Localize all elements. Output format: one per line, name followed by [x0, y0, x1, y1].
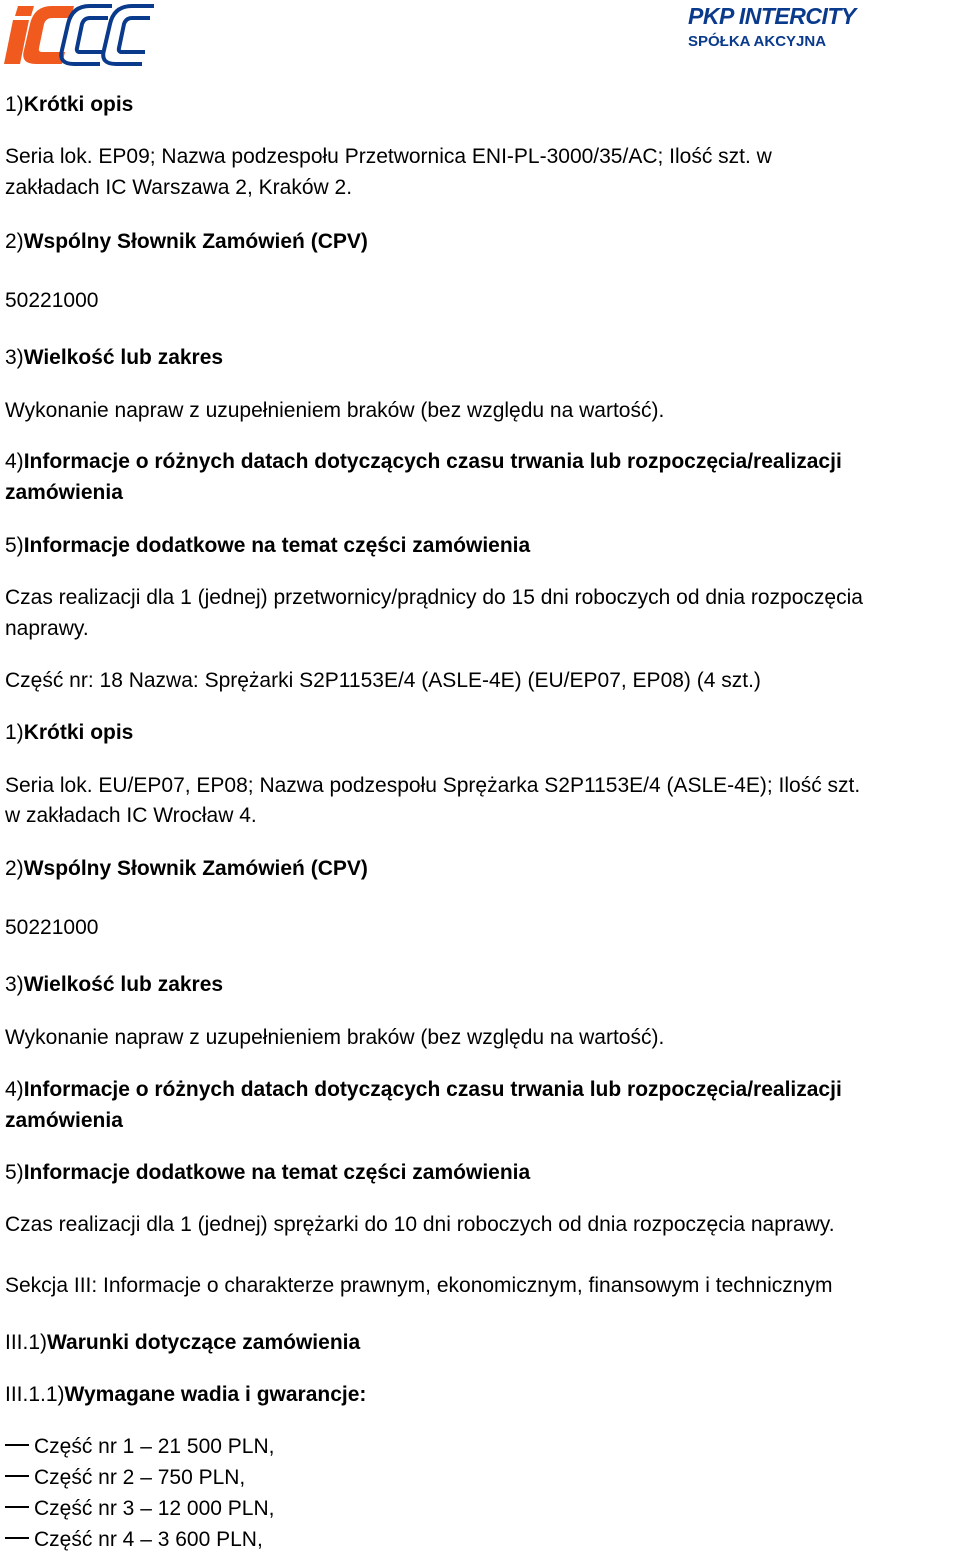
- deposit-item: Część nr 1 – 21 500 PLN,: [0, 1431, 274, 1462]
- deposit-item: Część nr 4 – 3 600 PLN,: [0, 1524, 263, 1555]
- p17-dates-heading-line1: 4)Informacje o różnych datach dotyczących czasu trwania lub rozpoczęcia/realizacji: [5, 450, 842, 473]
- p18-scope-value: Wykonanie napraw z uzupełnieniem braków (bez względu na wartość).: [5, 1026, 665, 1049]
- company-name: PKP INTERCITY: [688, 3, 856, 29]
- p18-short-desc-heading: 1)Krótki opis: [5, 721, 134, 744]
- p17-cpv-value: 50221000: [5, 289, 99, 312]
- p17-scope-value: Wykonanie napraw z uzupełnieniem braków (bez względu na wartość).: [5, 399, 665, 422]
- p17-short-desc-heading: 1)Krótki opis: [5, 93, 134, 116]
- section3-heading: Sekcja III: Informacje o charakterze prawnym, ekonomicznym, finansowym i technicznym: [5, 1274, 833, 1297]
- company-subtitle: SPÓŁKA AKCYJNA: [688, 33, 827, 50]
- p17-cpv-heading: 2)Wspólny Słownik Zamówień (CPV): [5, 230, 368, 253]
- p18-scope-heading: 3)Wielkość lub zakres: [5, 973, 224, 996]
- p18-heading: Część nr: 18 Nazwa: Sprężarki S2P1153E/4 (ASLE-4E) (EU/EP07, EP08) (4 szt.): [5, 669, 761, 692]
- deposit-item: Część nr 3 – 12 000 PLN,: [0, 1493, 274, 1524]
- section3-sub2-heading: III.1.1)Wymagane wadia i gwarancje:: [5, 1383, 367, 1406]
- p17-additional-line2: naprawy.: [5, 617, 89, 640]
- p18-additional-line1: Czas realizacji dla 1 (jednej) sprężarki do 10 dni roboczych od dnia rozpoczęcia naprawy.: [5, 1213, 835, 1236]
- dash-bullet-icon: [5, 1444, 29, 1446]
- p18-dates-heading-line2: zamówienia: [5, 1109, 123, 1132]
- dash-bullet-icon: [5, 1506, 29, 1508]
- p18-short-desc-line2: w zakładach IC Wrocław 4.: [5, 804, 257, 827]
- p17-short-desc-line1: Seria lok. EP09; Nazwa podzespołu Przetwornica ENI-PL-3000/35/AC; Ilość szt. w: [5, 145, 772, 168]
- dash-bullet-icon: [5, 1475, 29, 1477]
- company-block: [688, 4, 948, 51]
- p18-cpv-heading: 2)Wspólny Słownik Zamówień (CPV): [5, 857, 368, 880]
- p17-dates-heading-line2: zamówienia: [5, 481, 123, 504]
- p18-additional-heading: 5)Informacje dodatkowe na temat części zamówienia: [5, 1161, 531, 1184]
- section3-sub1-heading: III.1)Warunki dotyczące zamówienia: [5, 1331, 361, 1354]
- p17-additional-line1: Czas realizacji dla 1 (jednej) przetwornicy/prądnicy do 15 dni roboczych od dnia rozpoczęcia: [5, 586, 863, 609]
- p17-short-desc-line2: zakładach IC Warszawa 2, Kraków 2.: [5, 176, 353, 199]
- p18-cpv-value: 50221000: [5, 916, 99, 939]
- p18-short-desc-line1: Seria lok. EU/EP07, EP08; Nazwa podzespołu Sprężarka S2P1153E/4 (ASLE-4E); Ilość szt.: [5, 774, 861, 797]
- dash-bullet-icon: [5, 1537, 29, 1539]
- p17-scope-heading: 3)Wielkość lub zakres: [5, 346, 224, 369]
- deposit-item: Część nr 2 – 750 PLN,: [0, 1462, 245, 1493]
- intercity-logo-icon: [4, 2, 172, 68]
- p17-additional-heading: 5)Informacje dodatkowe na temat części zamówienia: [5, 534, 531, 557]
- p18-dates-heading-line1: 4)Informacje o różnych datach dotyczących czasu trwania lub rozpoczęcia/realizacji: [5, 1078, 842, 1101]
- page-header: [0, 0, 960, 80]
